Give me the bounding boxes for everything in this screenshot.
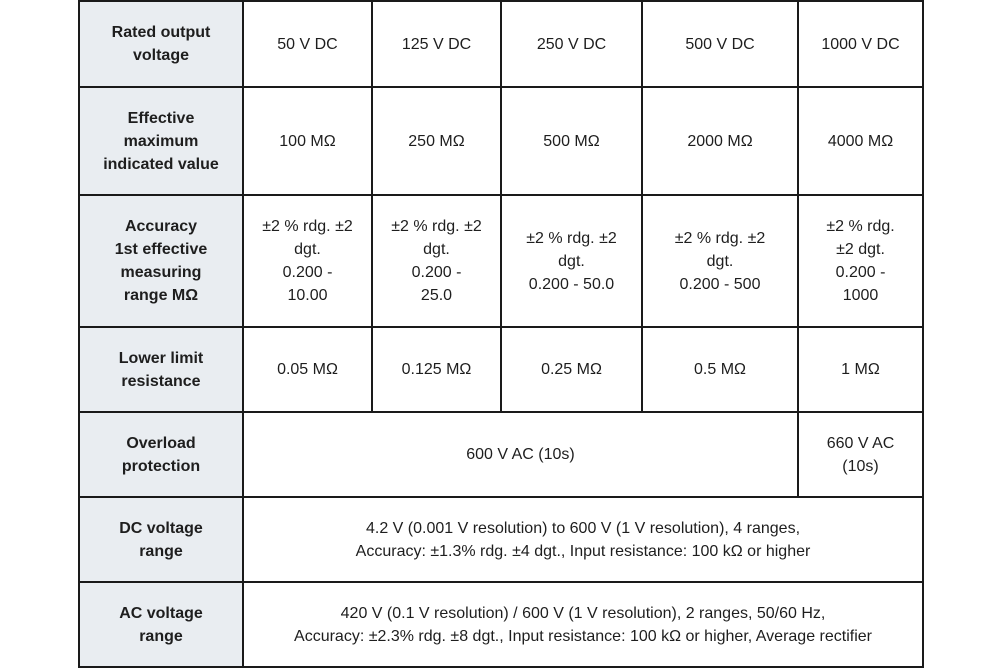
cell-overload-1000v: 660 V AC (10s) — [798, 412, 923, 497]
table-row-rated-output-voltage — [79, 1, 923, 87]
table-row-overload — [79, 412, 923, 497]
row-header-effective-max: Effective maximum indicated value — [79, 87, 243, 195]
cell-effective-max-50v: 100 MΩ — [243, 87, 372, 195]
cell-rated-output-250v: 250 V DC — [501, 1, 642, 87]
cell-ac-voltage-range: 420 V (0.1 V resolution) / 600 V (1 V resolution), 2 ranges, 50/60 Hz, Accuracy: ±2.3% rdg. ±8 dgt., Input resistance: 100 kΩ or higher, Average rectifier — [243, 582, 923, 667]
row-header-overload: Overload protection — [79, 412, 243, 497]
row-header-dc-voltage: DC voltage range — [79, 497, 243, 582]
cell-dc-voltage-range: 4.2 V (0.001 V resolution) to 600 V (1 V resolution), 4 ranges, Accuracy: ±1.3% rdg. ±4 dgt., Input resistance: 100 kΩ or higher — [243, 497, 923, 582]
cell-accuracy-125v: ±2 % rdg. ±2 dgt. 0.200 - 25.0 — [372, 195, 501, 327]
cell-effective-max-500v: 2000 MΩ — [642, 87, 798, 195]
cell-lower-limit-250v: 0.25 MΩ — [501, 327, 642, 412]
row-header-rated-output-voltage: Rated output voltage — [79, 1, 243, 87]
cell-rated-output-125v: 125 V DC — [372, 1, 501, 87]
cell-accuracy-250v: ±2 % rdg. ±2 dgt. 0.200 - 50.0 — [501, 195, 642, 327]
cell-accuracy-500v: ±2 % rdg. ±2 dgt. 0.200 - 500 — [642, 195, 798, 327]
table-row-lower-limit — [79, 327, 923, 412]
cell-overload-50-500v: 600 V AC (10s) — [243, 412, 798, 497]
table-row-ac-voltage — [79, 582, 923, 667]
cell-effective-max-250v: 500 MΩ — [501, 87, 642, 195]
cell-lower-limit-1000v: 1 MΩ — [798, 327, 923, 412]
table-row-accuracy — [79, 195, 923, 327]
cell-lower-limit-125v: 0.125 MΩ — [372, 327, 501, 412]
table-row-dc-voltage — [79, 497, 923, 582]
spec-table — [78, 0, 924, 668]
table-row-effective-max — [79, 87, 923, 195]
row-header-ac-voltage: AC voltage range — [79, 582, 243, 667]
cell-lower-limit-500v: 0.5 MΩ — [642, 327, 798, 412]
cell-rated-output-500v: 500 V DC — [642, 1, 798, 87]
cell-accuracy-1000v: ±2 % rdg. ±2 dgt. 0.200 - 1000 — [798, 195, 923, 327]
row-header-accuracy: Accuracy 1st effective measuring range MΩ — [79, 195, 243, 327]
cell-accuracy-50v: ±2 % rdg. ±2 dgt. 0.200 - 10.00 — [243, 195, 372, 327]
cell-effective-max-1000v: 4000 MΩ — [798, 87, 923, 195]
cell-rated-output-50v: 50 V DC — [243, 1, 372, 87]
row-header-lower-limit: Lower limit resistance — [79, 327, 243, 412]
cell-lower-limit-50v: 0.05 MΩ — [243, 327, 372, 412]
cell-rated-output-1000v: 1000 V DC — [798, 1, 923, 87]
cell-effective-max-125v: 250 MΩ — [372, 87, 501, 195]
